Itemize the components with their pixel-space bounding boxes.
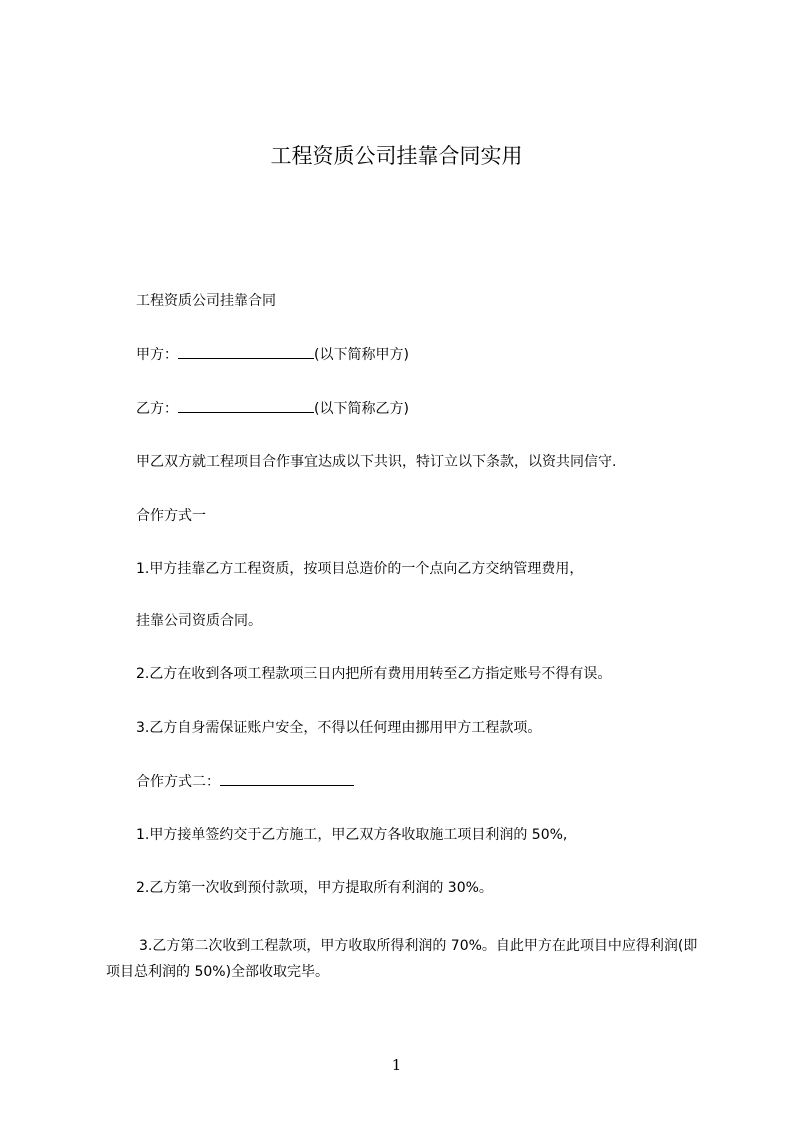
- mode1-heading: 合作方式一: [136, 508, 206, 524]
- party-b-suffix: (以下简称乙方): [314, 401, 409, 417]
- party-b-line: [136, 399, 716, 418]
- mode2-blank: [220, 772, 354, 786]
- mode1-item3: 3.乙方自身需保证账户安全，不得以任何理由挪用甲方工程款项。: [136, 720, 542, 736]
- mode2-line: [136, 772, 716, 791]
- mode2-item2: 2.乙方第一次收到预付款项，甲方提取所有利润的 30%。: [136, 880, 493, 896]
- intro-paragraph: 甲乙双方就工程项目合作事宜达成以下共识，特订立以下条款，以资共同信守.: [136, 454, 617, 470]
- party-a-label: 甲方：: [136, 347, 178, 363]
- mode1-item2: 2.乙方在收到各项工程款项三日内把所有费用用转至乙方指定账号不得有误。: [136, 666, 612, 682]
- page-number: 1: [391, 1056, 402, 1074]
- mode2-item3: 3.乙方第二次收到工程款项，甲方收取所得利润的 70%。自此甲方在此项目中应得利润(即项目总利润的 50%)全部收取完毕。: [106, 938, 698, 980]
- mode1-item1-cont: 挂靠公司资质合同。: [136, 613, 262, 629]
- party-a-line: [136, 345, 716, 364]
- party-a-suffix: (以下简称甲方): [314, 347, 409, 363]
- mode2-item1: 1.甲方接单签约交于乙方施工，甲乙双方各收取施工项目利润的 50%,: [136, 827, 568, 843]
- party-b-label: 乙方：: [136, 401, 178, 417]
- document-title: 工程资质公司挂靠合同实用: [270, 144, 523, 168]
- mode1-item1: 1.甲方挂靠乙方工程资质，按项目总造价的一个点向乙方交纳管理费用，: [136, 561, 584, 577]
- party-b-blank: [178, 399, 314, 413]
- contract-heading: 工程资质公司挂靠合同: [136, 293, 276, 309]
- mode2-heading: 合作方式二：: [136, 774, 220, 790]
- party-a-blank: [178, 345, 314, 359]
